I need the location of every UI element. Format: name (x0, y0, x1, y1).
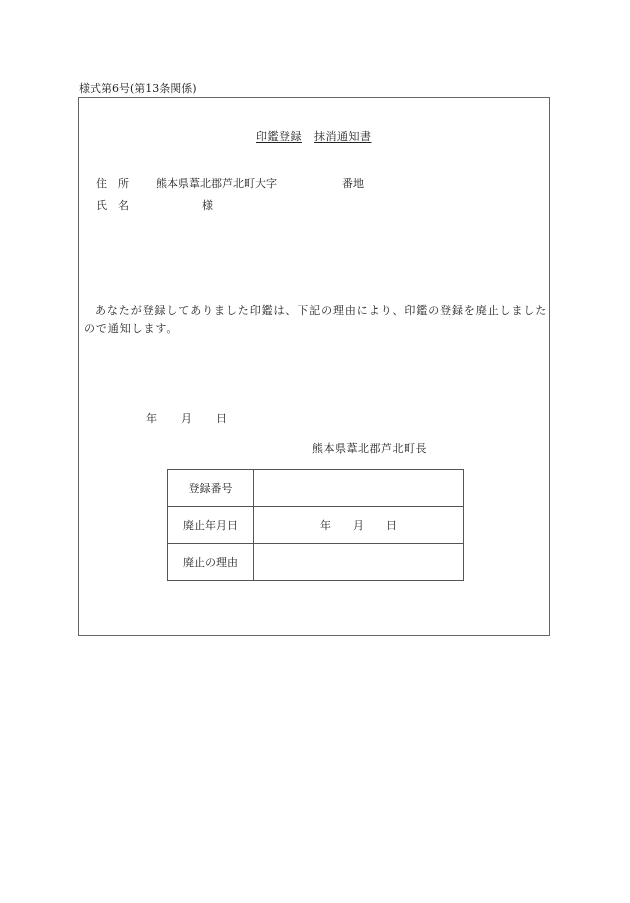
table-row (168, 544, 464, 581)
row-label-registration-number: 登録番号 (168, 470, 254, 507)
registration-info-table (167, 469, 464, 581)
date-day: 日 (216, 412, 227, 425)
date-month: 月 (181, 412, 192, 425)
row-value-abolition-date (254, 507, 464, 544)
abolition-month: 月 (353, 519, 364, 532)
title-part2: 抹消通知書 (314, 130, 372, 143)
document-title (256, 128, 372, 144)
date-year: 年 (146, 412, 157, 425)
abolition-year: 年 (320, 519, 331, 532)
issue-date (146, 410, 227, 426)
address-suffix: 番地 (342, 177, 364, 190)
address-value: 熊本県葦北郡芦北町大字 (156, 177, 277, 190)
table-row (168, 507, 464, 544)
abolition-day: 日 (386, 519, 397, 532)
form-number-label: 様式第6号(第13条関係) (79, 82, 197, 95)
title-part1: 印鑑登録 (256, 130, 302, 143)
notice-body-text: あなたが登録してありました印鑑は、下記の理由により、印鑑の登録を廃止しましたので通知します。 (84, 304, 548, 335)
row-value-abolition-reason (254, 544, 464, 581)
address-label: 住 所 (96, 177, 129, 190)
row-value-registration-number (254, 470, 464, 507)
name-label: 氏 名 (96, 199, 129, 212)
row-label-abolition-reason: 廃止の理由 (168, 544, 254, 581)
name-honorific: 様 (202, 199, 213, 212)
row-label-abolition-date: 廃止年月日 (168, 507, 254, 544)
table-row (168, 470, 464, 507)
issuer-name: 熊本県葦北郡芦北町長 (312, 442, 427, 455)
